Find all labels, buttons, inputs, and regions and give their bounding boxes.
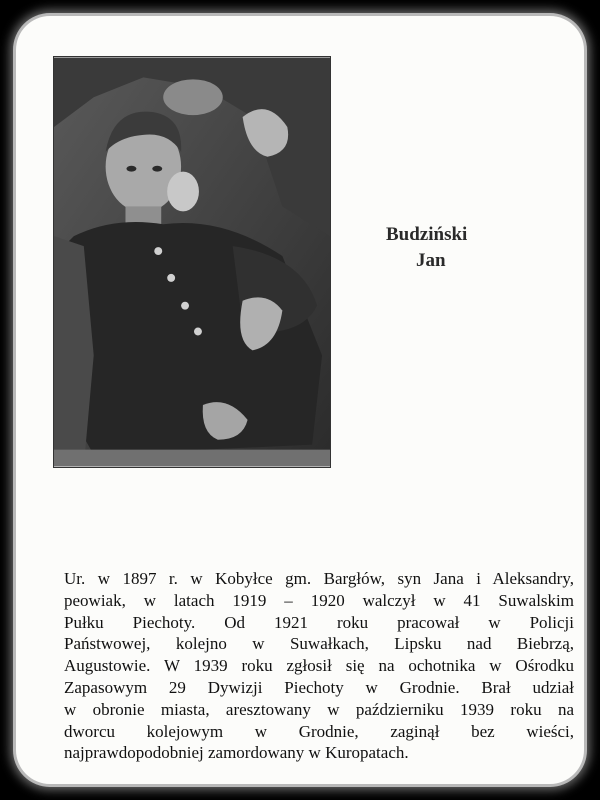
bio-line: Ur. w 1897 r. w Kobyłce gm. Bargłów, syn Jana i Aleksandry, [64,569,574,588]
bio-line: Zapasowym 29 Dywizji Piechoty w Grodnie. Brał udział [64,677,574,697]
portrait-image-icon [54,57,330,467]
bio-line: Pułku Piechoty. Od 1921 roku pracował w Policji [64,612,574,632]
bio-line: w obronie miasta, aresztowany w październiku 1939 roku na [64,699,574,719]
first-name: Jan [416,250,446,271]
document-page [16,16,584,784]
bio-line: peowiak, w latach 1919 – 1920 walczył w 41 Suwalskim [64,590,574,610]
portrait-photo [53,56,331,468]
bio-line: najprawdopodobniej zamordowany w Kuropatach. [64,743,409,763]
bio-line: Augustowie. W 1939 roku zgłosił się na ochotnika w Ośrodku [64,656,574,676]
bio-line: Państwowej, kolejno w Suwałkach, Lipsku nad Biebrzą, [64,634,574,654]
biography-text [64,568,574,764]
person-name [364,222,514,274]
bio-line: dworcu kolejowym w Grodnie, zaginął bez wieści, [64,721,574,741]
surname: Budziński [386,224,468,245]
